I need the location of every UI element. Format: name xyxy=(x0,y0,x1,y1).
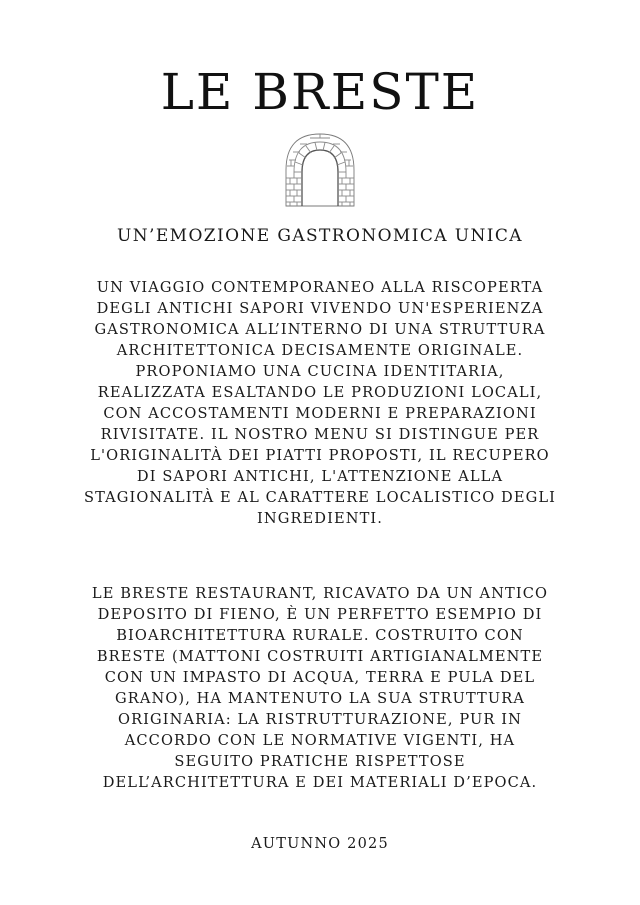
paragraph-line: STAGIONALITÀ E AL CARATTERE LOCALISTICO DEGLI xyxy=(83,489,557,506)
paragraph-line: CON ACCOSTAMENTI MODERNI E PREPARAZIONI xyxy=(103,405,537,422)
paragraph-line: GASTRONOMICA ALL’INTERNO DI UNA STRUTTURA xyxy=(94,321,546,338)
paragraph-line: DEGLI ANTICHI SAPORI VIVENDO UN'ESPERIENZA xyxy=(96,300,544,317)
restaurant-title: LE BRESTE xyxy=(160,63,480,121)
intro-paragraph xyxy=(50,277,590,529)
paragraph-line: LE BRESTE RESTAURANT, RICAVATO DA UN ANTICO xyxy=(91,585,549,602)
paragraph-line: SEGUITO PRATICHE RISPETTOSE xyxy=(174,753,466,770)
paragraph-line: REALIZZATA ESALTANDO LE PRODUZIONI LOCALI, xyxy=(97,384,543,401)
paragraph-line: PROPONIAMO UNA CUCINA IDENTITARIA, xyxy=(135,363,505,380)
paragraph-line: DELL’ARCHITETTURA E DEI MATERIALI D’EPOCA. xyxy=(102,774,538,791)
paragraph-line: GRANO), HA MANTENUTO LA SUA STRUTTURA xyxy=(114,690,526,707)
paragraph-line: ORIGINARIA: LA RISTRUTTURAZIONE, PUR IN xyxy=(118,711,522,728)
paragraph-line: DEPOSITO DI FIENO, È UN PERFETTO ESEMPIO DI xyxy=(97,606,543,623)
paragraph-line: INGREDIENTI. xyxy=(256,510,384,527)
paragraph-line: CON UN IMPASTO DI ACQUA, TERRA E PULA DEL xyxy=(104,669,536,686)
season-label: AUTUNNO 2025 xyxy=(251,836,389,852)
paragraph-line: UN VIAGGIO CONTEMPORANEO ALLA RISCOPERTA xyxy=(96,279,544,296)
tagline: UN’EMOZIONE GASTRONOMICA UNICA xyxy=(117,226,523,246)
history-paragraph xyxy=(50,583,590,793)
paragraph-line: ACCORDO CON LE NORMATIVE VIGENTI, HA xyxy=(124,732,516,749)
paragraph-line: L'ORIGINALITÀ DEI PIATTI PROPOSTI, IL RECUPERO xyxy=(90,447,550,464)
paragraph-line: DI SAPORI ANTICHI, L'ATTENZIONE ALLA xyxy=(136,468,504,485)
paragraph-line: RIVISITATE. IL NOSTRO MENU SI DISTINGUE PER xyxy=(100,426,540,443)
paragraph-line: BRESTE (MATTONI COSTRUITI ARTIGIANALMENTE xyxy=(96,648,544,665)
brick-arch-icon xyxy=(280,130,360,208)
paragraph-line: BIOARCHITETTURA RURALE. COSTRUITO CON xyxy=(116,627,524,644)
paragraph-line: ARCHITETTONICA DECISAMENTE ORIGINALE. xyxy=(116,342,524,359)
